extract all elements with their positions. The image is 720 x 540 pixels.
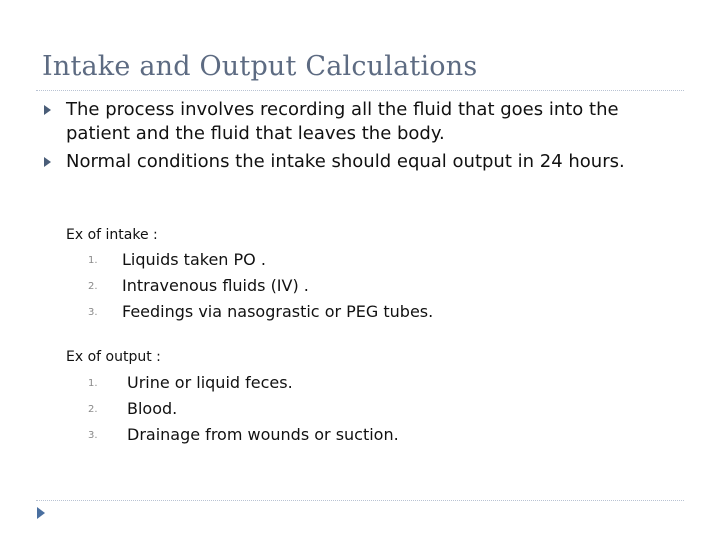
triangle-bullet-icon bbox=[44, 105, 51, 115]
item-text: Feedings via nasograstic or PEG tubes. bbox=[122, 302, 434, 321]
footer-divider bbox=[36, 500, 684, 501]
item-number: 3. bbox=[88, 307, 98, 318]
list-item bbox=[66, 425, 626, 451]
list-item bbox=[66, 250, 626, 276]
item-number: 1. bbox=[88, 378, 98, 389]
bullet-list bbox=[42, 98, 662, 178]
item-text: Urine or liquid feces. bbox=[127, 373, 293, 392]
item-number: 3. bbox=[88, 430, 98, 441]
item-text: Drainage from wounds or suction. bbox=[127, 425, 399, 444]
intake-list bbox=[66, 250, 626, 328]
item-text: Liquids taken PO . bbox=[122, 250, 266, 269]
list-item bbox=[66, 302, 626, 328]
triangle-bullet-icon bbox=[44, 157, 51, 167]
title-divider bbox=[36, 90, 684, 91]
item-number: 2. bbox=[88, 404, 98, 415]
next-slide-arrow-icon[interactable] bbox=[37, 507, 45, 519]
bullet-item bbox=[42, 98, 662, 146]
output-label: Ex of output : bbox=[66, 349, 161, 365]
bullet-text: Normal conditions the intake should equal output in 24 hours. bbox=[66, 151, 625, 172]
bullet-text: The process involves recording all the fluid that goes into the patient and the fluid that leaves the body. bbox=[66, 99, 619, 144]
bullet-item bbox=[42, 150, 662, 174]
item-text: Intravenous fluids (IV) . bbox=[122, 276, 309, 295]
item-text: Blood. bbox=[127, 399, 178, 418]
item-number: 1. bbox=[88, 255, 98, 266]
list-item bbox=[66, 276, 626, 302]
intake-label: Ex of intake : bbox=[66, 227, 158, 243]
slide-title: Intake and Output Calculations bbox=[42, 51, 478, 82]
list-item bbox=[66, 399, 626, 425]
output-list bbox=[66, 373, 626, 451]
item-number: 2. bbox=[88, 281, 98, 292]
list-item bbox=[66, 373, 626, 399]
